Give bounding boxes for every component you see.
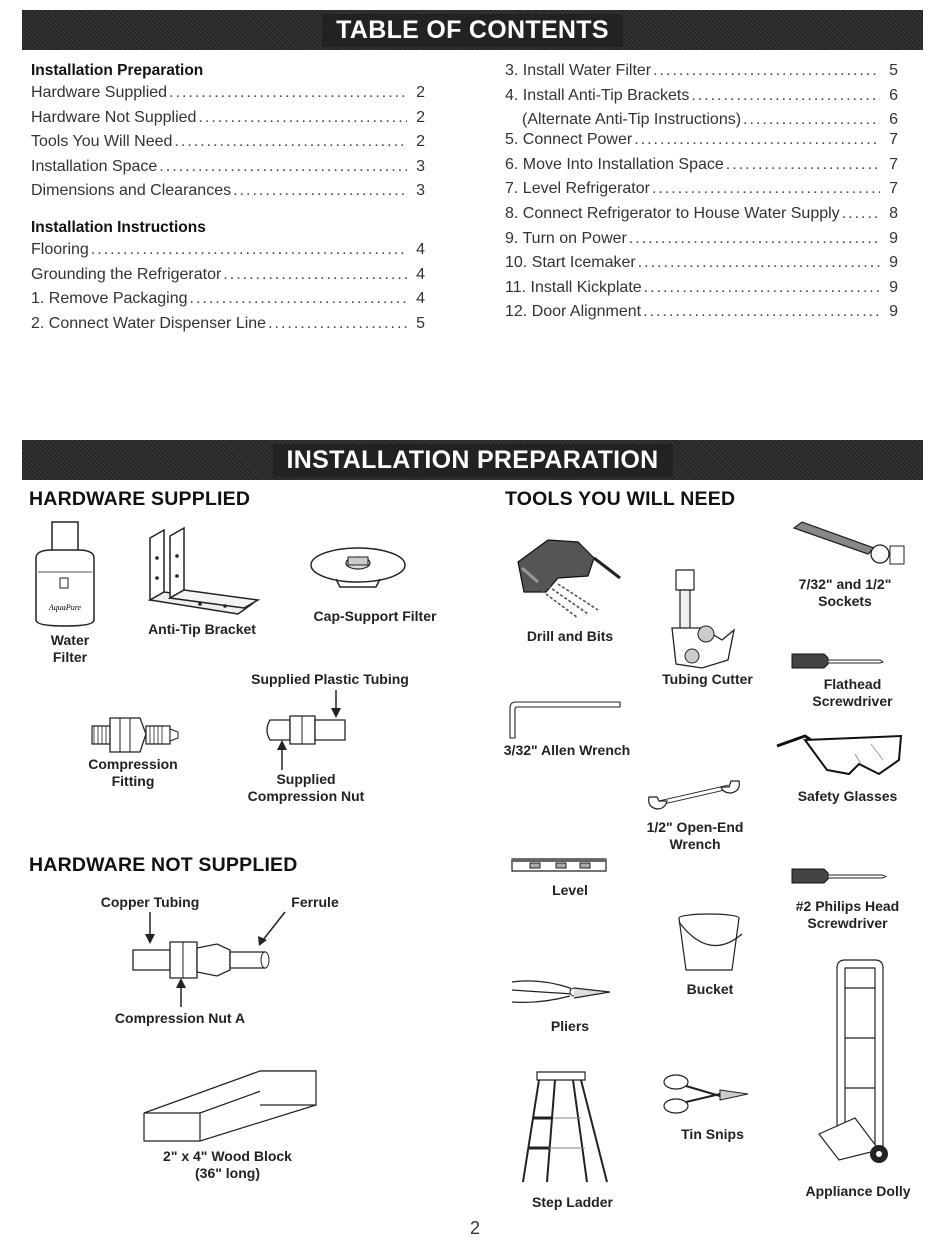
sockets-illustration: [790, 520, 910, 570]
toc-entry-title: 4. Install Anti-Tip Brackets: [505, 86, 690, 104]
compression-fitting-illustration: [90, 712, 180, 757]
toc-leader-dots: [842, 205, 880, 223]
toc-title: TABLE OF CONTENTS: [322, 14, 623, 47]
wood-block-label: [140, 1148, 315, 1182]
toc-entry-page: 3: [416, 182, 425, 200]
toc-left-column: [31, 62, 425, 339]
hardware-supplied-heading: HARDWARE SUPPLIED: [29, 488, 251, 510]
step-ladder-illustration: [515, 1068, 615, 1188]
filter-logo-text: AquaPure: [48, 603, 82, 612]
cap-support-filter-illustration: [308, 545, 408, 595]
toc-banner: [22, 10, 923, 50]
toc-entry-page: 7: [889, 155, 898, 173]
toc-leader-dots: [644, 279, 880, 297]
toc-entry-page: 9: [889, 254, 898, 272]
toc-entry-title: 7. Level Refrigerator: [505, 180, 650, 198]
wood-block-illustration: [140, 1065, 320, 1143]
open-end-wrench-label: [630, 819, 760, 853]
toc-leader-dots: [629, 230, 880, 248]
toc-entry-page: 2: [416, 84, 425, 101]
cap-support-filter-label: Cap-Support Filter: [313, 608, 437, 624]
tools-heading: TOOLS YOU WILL NEED: [505, 488, 736, 510]
step-ladder-label: Step Ladder: [532, 1194, 613, 1210]
toc-leader-dots: [223, 266, 407, 284]
drill-illustration: [508, 520, 633, 620]
toc-entry: [505, 111, 898, 131]
sockets-text: 7/32" and 1/2" Sockets: [798, 576, 892, 609]
toc-entry: [31, 133, 425, 158]
toc-entry-page: 2: [416, 108, 425, 126]
sockets-label: [780, 576, 910, 610]
toc-entry: [505, 62, 898, 87]
level-label: Level: [552, 882, 588, 898]
compression-fitting-text: Compression Fitting: [88, 756, 178, 789]
philips-screwdriver-illustration: [790, 865, 890, 887]
toc-entry-title: 12. Door Alignment: [505, 303, 642, 321]
anti-tip-bracket-illustration: [140, 528, 265, 620]
copper-tubing-illustration: [125, 912, 295, 1007]
toc-entry-title: Dimensions and Clearances: [31, 182, 232, 200]
toc-entry-title: (Alternate Anti-Tip Instructions): [522, 111, 742, 129]
toc-entry-page: 9: [889, 229, 898, 247]
tubing-cutter-label: Tubing Cutter: [662, 671, 753, 687]
toc-entry-page: 7: [889, 180, 898, 198]
toc-leader-dots: [726, 156, 880, 174]
toc-entry: [505, 279, 898, 304]
toc-leader-dots: [169, 84, 407, 102]
toc-entry-page: 9: [889, 303, 898, 321]
safety-glasses-label: Safety Glasses: [797, 788, 898, 804]
toc-entry: [31, 84, 425, 109]
toc-entry: [505, 303, 898, 328]
toc-leader-dots: [691, 87, 880, 105]
toc-entry-page: 5: [416, 314, 425, 332]
toc-entry-page: 4: [416, 290, 425, 308]
compression-fitting-label: [78, 756, 188, 790]
compression-nut-label: [235, 771, 377, 805]
toc-entry-page: 7: [889, 131, 898, 149]
toc-entry: [31, 290, 425, 315]
toc-entry: [31, 315, 425, 340]
water-filter-text: Water Filter: [50, 632, 90, 665]
toc-entry-title: 8. Connect Refrigerator to House Water Supply: [505, 204, 840, 222]
toc-leader-dots: [653, 62, 880, 80]
open-end-wrench-illustration: [645, 775, 745, 815]
flathead-text: Flathead Screwdriver: [812, 676, 893, 709]
toc-entry: [505, 131, 898, 156]
tin-snips-illustration: [660, 1068, 750, 1118]
toc-entry: [505, 230, 898, 255]
philips-screwdriver-label: [780, 898, 915, 932]
copper-tubing-label: Copper Tubing: [100, 894, 200, 910]
toc-entry-title: 11. Install Kickplate: [505, 278, 642, 296]
toc-entry: [505, 254, 898, 279]
toc-entry-title: 9. Turn on Power: [505, 229, 627, 247]
toc-entry-title: 3. Install Water Filter: [505, 62, 652, 79]
toc-entry-title: 1. Remove Packaging: [31, 290, 188, 308]
compression-nut-illustration: [260, 690, 355, 770]
toc-leader-dots: [198, 109, 407, 127]
flathead-screwdriver-illustration: [790, 650, 885, 672]
toc-entry-title: 5. Connect Power: [505, 131, 633, 149]
prep-title: INSTALLATION PREPARATION: [273, 444, 673, 477]
toc-right-column: [505, 62, 898, 328]
flathead-screwdriver-label: [790, 676, 915, 710]
toc-entry-page: 6: [889, 111, 898, 129]
toc-entry-page: 2: [416, 133, 425, 151]
toc-leader-dots: [652, 180, 880, 198]
hardware-not-supplied-heading: HARDWARE NOT SUPPLIED: [29, 854, 298, 876]
toc-leader-dots: [268, 315, 407, 333]
toc-entry: [31, 241, 425, 266]
toc-heading-preparation: Installation Preparation: [31, 62, 204, 79]
toc-entry-title: 2. Connect Water Dispenser Line: [31, 314, 267, 332]
pliers-label: Pliers: [550, 1018, 590, 1034]
toc-heading-instructions: Installation Instructions: [31, 218, 206, 236]
toc-entry-page: 4: [416, 265, 425, 283]
toc-leader-dots: [638, 254, 880, 272]
toc-entry-title: Hardware Supplied: [31, 84, 168, 101]
tin-snips-label: Tin Snips: [681, 1126, 744, 1142]
allen-wrench-label: 3/32" Allen Wrench: [503, 742, 631, 758]
level-illustration: [510, 855, 610, 875]
toc-entry: [31, 109, 425, 134]
toc-entry-page: 8: [889, 204, 898, 222]
toc-leader-dots: [743, 111, 880, 129]
page-number: 2: [469, 1218, 480, 1238]
toc-entry-title: Flooring: [31, 240, 89, 258]
toc-entry-title: Hardware Not Supplied: [31, 108, 197, 126]
toc-leader-dots: [174, 133, 407, 151]
toc-entry: [505, 156, 898, 181]
safety-glasses-illustration: [775, 730, 905, 780]
toc-leader-dots: [159, 158, 407, 176]
tubing-cutter-illustration: [662, 568, 737, 673]
drill-label: Drill and Bits: [526, 628, 614, 644]
compression-nut-text: Supplied Compression Nut: [247, 771, 365, 804]
toc-leader-dots: [233, 182, 407, 200]
toc-entry-title: Installation Space: [31, 157, 158, 175]
open-end-wrench-text: 1/2" Open-End Wrench: [646, 819, 744, 852]
toc-entry: [31, 266, 425, 291]
toc-entry-title: Grounding the Refrigerator: [31, 265, 222, 283]
allen-wrench-illustration: [508, 700, 623, 740]
plastic-tubing-label: Supplied Plastic Tubing: [251, 671, 409, 687]
toc-leader-dots: [91, 241, 407, 259]
toc-entry-page: 3: [416, 157, 425, 175]
water-filter-illustration: [30, 520, 100, 630]
toc-entry: [505, 180, 898, 205]
toc-leader-dots: [190, 290, 407, 308]
toc-entry-page: 4: [416, 240, 425, 258]
toc-entry-page: 9: [889, 278, 898, 296]
pliers-illustration: [510, 972, 615, 1012]
ferrule-label: Ferrule: [291, 894, 339, 910]
prep-banner: [22, 440, 923, 480]
toc-entry: [31, 158, 425, 183]
appliance-dolly-label: Appliance Dolly: [805, 1183, 911, 1199]
bucket-label: Bucket: [686, 981, 734, 997]
compression-nut-a-label: Compression Nut A: [114, 1010, 246, 1026]
toc-entry-page: 6: [889, 86, 898, 104]
toc-entry: [31, 182, 425, 207]
toc-entry-page: 5: [889, 62, 898, 79]
toc-entry: [505, 205, 898, 230]
water-filter-label: [40, 632, 100, 666]
toc-entry-title: 6. Move Into Installation Space: [505, 155, 724, 173]
appliance-dolly-illustration: [815, 958, 895, 1178]
toc-leader-dots: [643, 303, 880, 321]
toc-entry-title: Tools You Will Need: [31, 133, 173, 151]
philips-text: #2 Philips Head Screwdriver: [795, 898, 900, 931]
toc-entry: [505, 87, 898, 112]
toc-entry-title: 10. Start Icemaker: [505, 254, 636, 272]
toc-leader-dots: [634, 131, 880, 149]
bucket-illustration: [676, 912, 746, 974]
wood-block-text: 2" x 4" Wood Block (36" long): [163, 1148, 292, 1181]
anti-tip-bracket-label: Anti-Tip Bracket: [148, 621, 256, 637]
